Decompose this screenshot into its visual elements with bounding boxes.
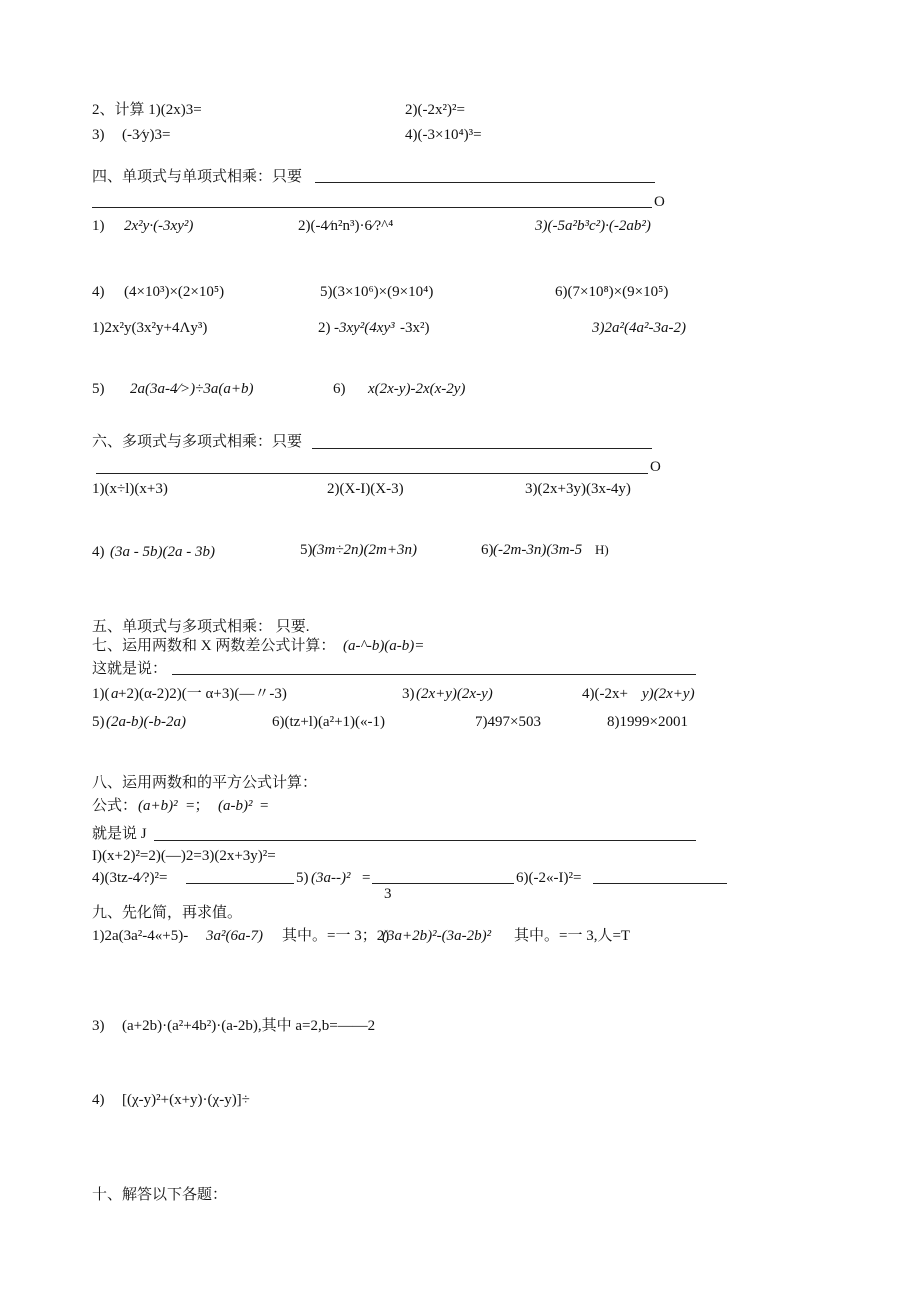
section5-problem-5: 2a(3a-4⁄>)÷3a(a+b): [130, 381, 254, 397]
section5-problem-2-part-a: -3xy²(4xy³: [334, 320, 395, 336]
section8-heading: 八、运用两数和的平方公式计算：: [92, 775, 318, 791]
section8-formula-sum: (a+b)²: [138, 798, 178, 814]
section8-formula-difference: (a-b)²: [218, 798, 253, 814]
section9-problem-1-part-a: 1)2a(3a²-4«+5)-: [92, 928, 189, 944]
section4-problem-5: 5)(3×10⁶)×(9×10⁴): [320, 284, 434, 300]
section7-problem-5-number: 5): [92, 714, 105, 730]
section5-problem-2-part-b: -3x²): [400, 320, 430, 336]
section4-problem-2: 2)(-4⁄n²n³)·6⁄?^⁴: [298, 218, 394, 234]
section7-problem-1-prefix: 1)(: [92, 686, 110, 702]
section6-end-mark: O: [650, 459, 661, 475]
section9-heading: 九、先化简，再求值。: [92, 905, 243, 921]
section6-heading: 六、多项式与多项式相乘：只要: [92, 434, 303, 450]
section5-problem-1: 1)2x²y(3x²y+4Λy³): [92, 320, 208, 336]
section10-heading: 十、解答以下各题：: [92, 1187, 228, 1203]
section6-fill-line-1: [312, 448, 652, 449]
section4-end-mark: O: [654, 194, 665, 210]
section2-heading: 2、计算 1)(2x)3=: [92, 102, 202, 118]
section2-problem-4: 4)(-3×10⁴)³=: [405, 127, 482, 143]
section9-problem-1-part-b: 3a²(6a-7): [206, 928, 263, 944]
section7-line-label: 这就是说：: [92, 661, 168, 677]
section6-problem-6-tail: H): [595, 542, 609, 557]
section6-problem-5-number: 5): [300, 542, 313, 558]
section6-problem-2: 2)(X-I)(X-3): [327, 481, 404, 497]
section8-problems-1-3: I)(x+2)²=2)(—)2=3)(2x+3y)²=: [92, 848, 276, 864]
section6-fill-line-2: [96, 473, 648, 474]
section8-problem-4-blank: [186, 883, 294, 884]
section8-problem-4: 4)(3tz-4⁄?)²=: [92, 870, 168, 886]
section4-problem-4: (4×10³)×(2×10⁵): [124, 284, 225, 300]
section7-problem-5: (2a-b)(-b-2a): [106, 714, 186, 730]
section6-problem-3: 3)(2x+3y)(3x-4y): [525, 481, 631, 497]
section7-problem-8: 8)1999×2001: [607, 714, 688, 730]
section9-problem-3-number: 3): [92, 1018, 105, 1034]
section2-problem-2: 2)(-2x²)²=: [405, 102, 465, 118]
section8-problem-5-equals: =: [362, 870, 371, 886]
section8-fraction-denominator: 3: [384, 886, 392, 902]
section6-problem-6: (-2m-3n)(3m-5: [493, 542, 583, 558]
section6-problem-4: (3a - 5b)(2a - 3b): [110, 544, 215, 560]
section8-problem-5-blank: [372, 883, 514, 884]
section5-problem-2-number: 2): [318, 320, 331, 336]
section4-problem-4-number: 4): [92, 284, 105, 300]
section6-problem-4-number: 4): [92, 544, 105, 560]
section5-heading: 五、单项式与多项式相乘： 只要.: [92, 619, 310, 635]
section4-problem-6: 6)(7×10⁸)×(9×10⁵): [555, 284, 669, 300]
section9-problem-4-number: 4): [92, 1092, 105, 1108]
section8-fill-line: [154, 840, 696, 841]
section7-heading: 七、运用两数和 X 两数差公式计算：: [92, 638, 336, 654]
section5-problem-3: 3)2a²(4a²-3a-2): [592, 320, 686, 336]
section7-problem-7: 7)497×503: [475, 714, 541, 730]
section4-problem-1: 2x²y·(-3xy²): [124, 218, 194, 234]
section8-problem-5: (3a--)²: [311, 870, 351, 886]
section7-problem-1-var: a: [111, 686, 119, 702]
section9-problem-1-part-c: 其中。=一 3；2): [282, 928, 390, 944]
section8-line-label: 就是说 J: [92, 826, 147, 842]
section6-problem-1: 1)(x÷l)(x+3): [92, 481, 168, 497]
section8-formula-separator: =；: [186, 798, 210, 814]
section7-problem-4-prefix: 4)(-2x+: [582, 686, 628, 702]
section7-problem-4: y)(2x+y): [642, 686, 695, 702]
section7-problem-6: 6)(tz+l)(a²+1)(«-1): [272, 714, 386, 730]
section8-problem-5-number: 5): [296, 870, 309, 886]
section5-problem-6-number: 6): [333, 381, 346, 397]
section7-fill-line: [172, 674, 696, 675]
section8-problem-6-blank: [593, 883, 727, 884]
section7-formula: (a-^-b)(a-b)=: [343, 638, 425, 654]
section4-heading: 四、单项式与单项式相乘：只要: [92, 169, 303, 185]
section9-problem-2-condition: 其中。=一 3,人=T: [514, 928, 631, 944]
section9-problem-2-expression: (3a+2b)²-(3a-2b)²: [382, 928, 492, 944]
section7-problem-1-2: +2)(α-2)2)(一 α+3)(—〃-3): [118, 686, 287, 702]
section5-problem-6: x(2x-y)-2x(x-2y): [368, 381, 466, 397]
section4-problem-1-number: 1): [92, 218, 105, 234]
section8-formula-end: =: [260, 798, 269, 814]
section2-problem-3: (-3⁄y)3=: [122, 127, 171, 143]
section6-problem-6-number: 6): [481, 542, 494, 558]
section4-problem-3: 3)(-5a²b³c²)·(-2ab²): [535, 218, 651, 234]
section9-problem-3: (a+2b)·(a²+4b²)·(a-2b),其中 a=2,b=——2: [122, 1018, 376, 1034]
section4-fill-line-1: [315, 182, 655, 183]
section4-fill-line-2: [92, 207, 652, 208]
section6-problem-5: (3m÷2n)(2m+3n): [312, 542, 417, 558]
section2-problem-3-number: 3): [92, 127, 105, 143]
section5-problem-5-number: 5): [92, 381, 105, 397]
section7-problem-3-number: 3): [402, 686, 415, 702]
section8-formula-label: 公式：: [92, 798, 138, 814]
section9-problem-4: [(χ-y)²+(x+y)·(χ-y)]÷: [122, 1092, 250, 1108]
section8-problem-6: 6)(-2«-I)²=: [516, 870, 582, 886]
section7-problem-3: (2x+y)(2x-y): [416, 686, 493, 702]
